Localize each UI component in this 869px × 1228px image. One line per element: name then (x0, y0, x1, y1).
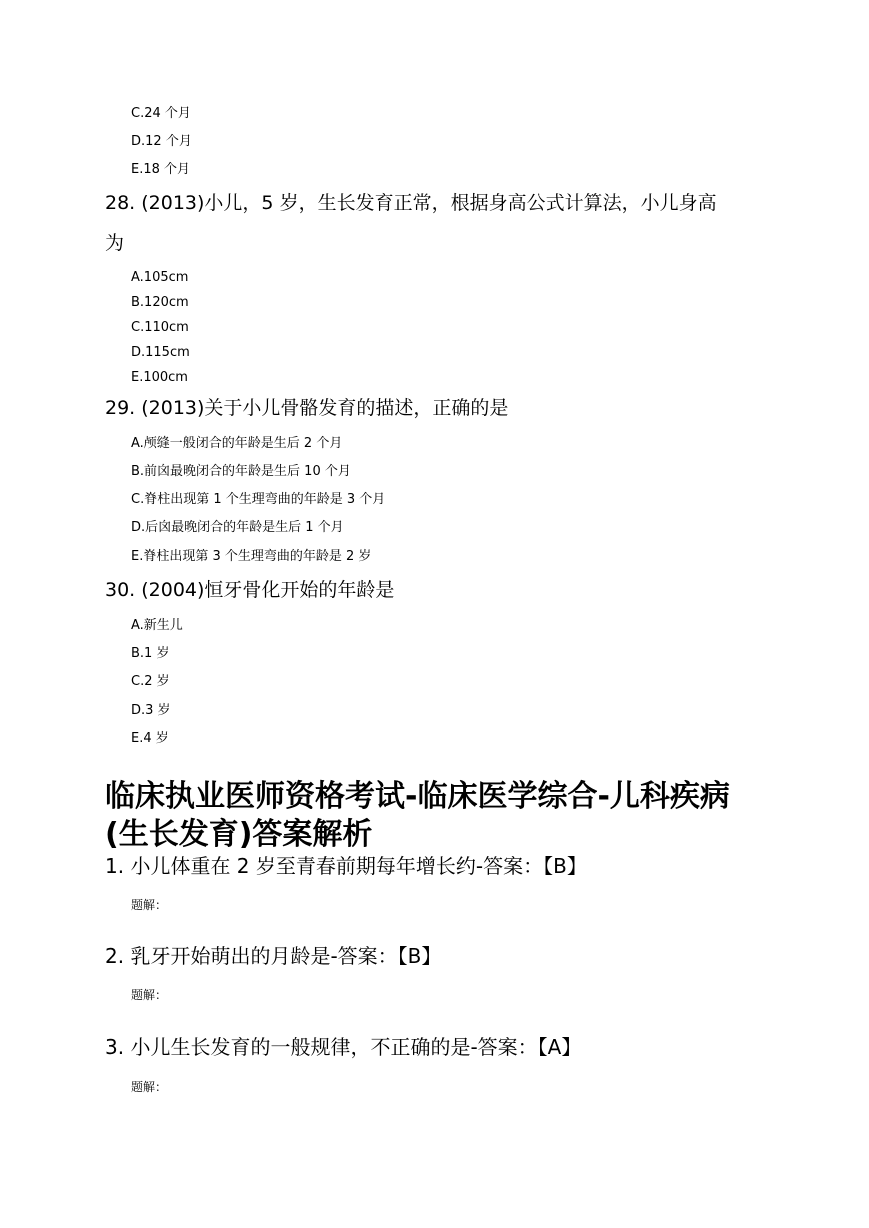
question-30: 30. (2004)恒牙骨化开始的年龄是 (105, 579, 395, 601)
option-30-c: C.2 岁 (131, 674, 170, 689)
option-28-a: A.105cm (131, 270, 189, 285)
option-28-d: D.115cm (131, 345, 190, 360)
question-29: 29. (2013)关于小儿骨骼发育的描述，正确的是 (105, 397, 509, 419)
answer-section-title: 临床执业医师资格考试-临床医学综合-儿科疾病(生长发育)答案解析 (105, 779, 730, 852)
option-29-d: D.后囟最晚闭合的年龄是生后 1 个月 (131, 520, 344, 535)
option-29-a: A.颅缝一般闭合的年龄是生后 2 个月 (131, 436, 343, 451)
option-28-c: C.110cm (131, 320, 189, 335)
answer-item-1: 1. 小儿体重在 2 岁至青春前期每年增长约-答案：【B】 (105, 854, 587, 878)
option-29-b: B.前囟最晚闭合的年龄是生后 10 个月 (131, 464, 351, 479)
question-28-continued: 为 (105, 232, 125, 254)
option-30-a: A.新生儿 (131, 618, 183, 633)
option-30-e: E.4 岁 (131, 731, 169, 746)
option-27-c: C.24 个月 (131, 106, 191, 121)
question-28: 28. (2013)小儿，5 岁，生长发育正常，根据身高公式计算法，小儿身高 (105, 192, 717, 214)
option-28-e: E.100cm (131, 370, 188, 385)
option-27-d: D.12 个月 (131, 134, 192, 149)
option-30-b: B.1 岁 (131, 646, 170, 661)
option-29-c: C.脊柱出现第 1 个生理弯曲的年龄是 3 个月 (131, 492, 386, 507)
answer-item-3-explain-label: 题解： (131, 1080, 168, 1094)
answer-item-1-explain-label: 题解： (131, 898, 168, 912)
option-28-b: B.120cm (131, 295, 189, 310)
answer-item-2-explain-label: 题解： (131, 988, 168, 1002)
answer-item-3: 3. 小儿生长发育的一般规律，不正确的是-答案：【A】 (105, 1035, 582, 1059)
answer-item-2: 2. 乳牙开始萌出的月龄是-答案：【B】 (105, 944, 442, 968)
option-29-e: E.脊柱出现第 3 个生理弯曲的年龄是 2 岁 (131, 549, 372, 564)
option-30-d: D.3 岁 (131, 703, 171, 718)
option-27-e: E.18 个月 (131, 162, 191, 177)
